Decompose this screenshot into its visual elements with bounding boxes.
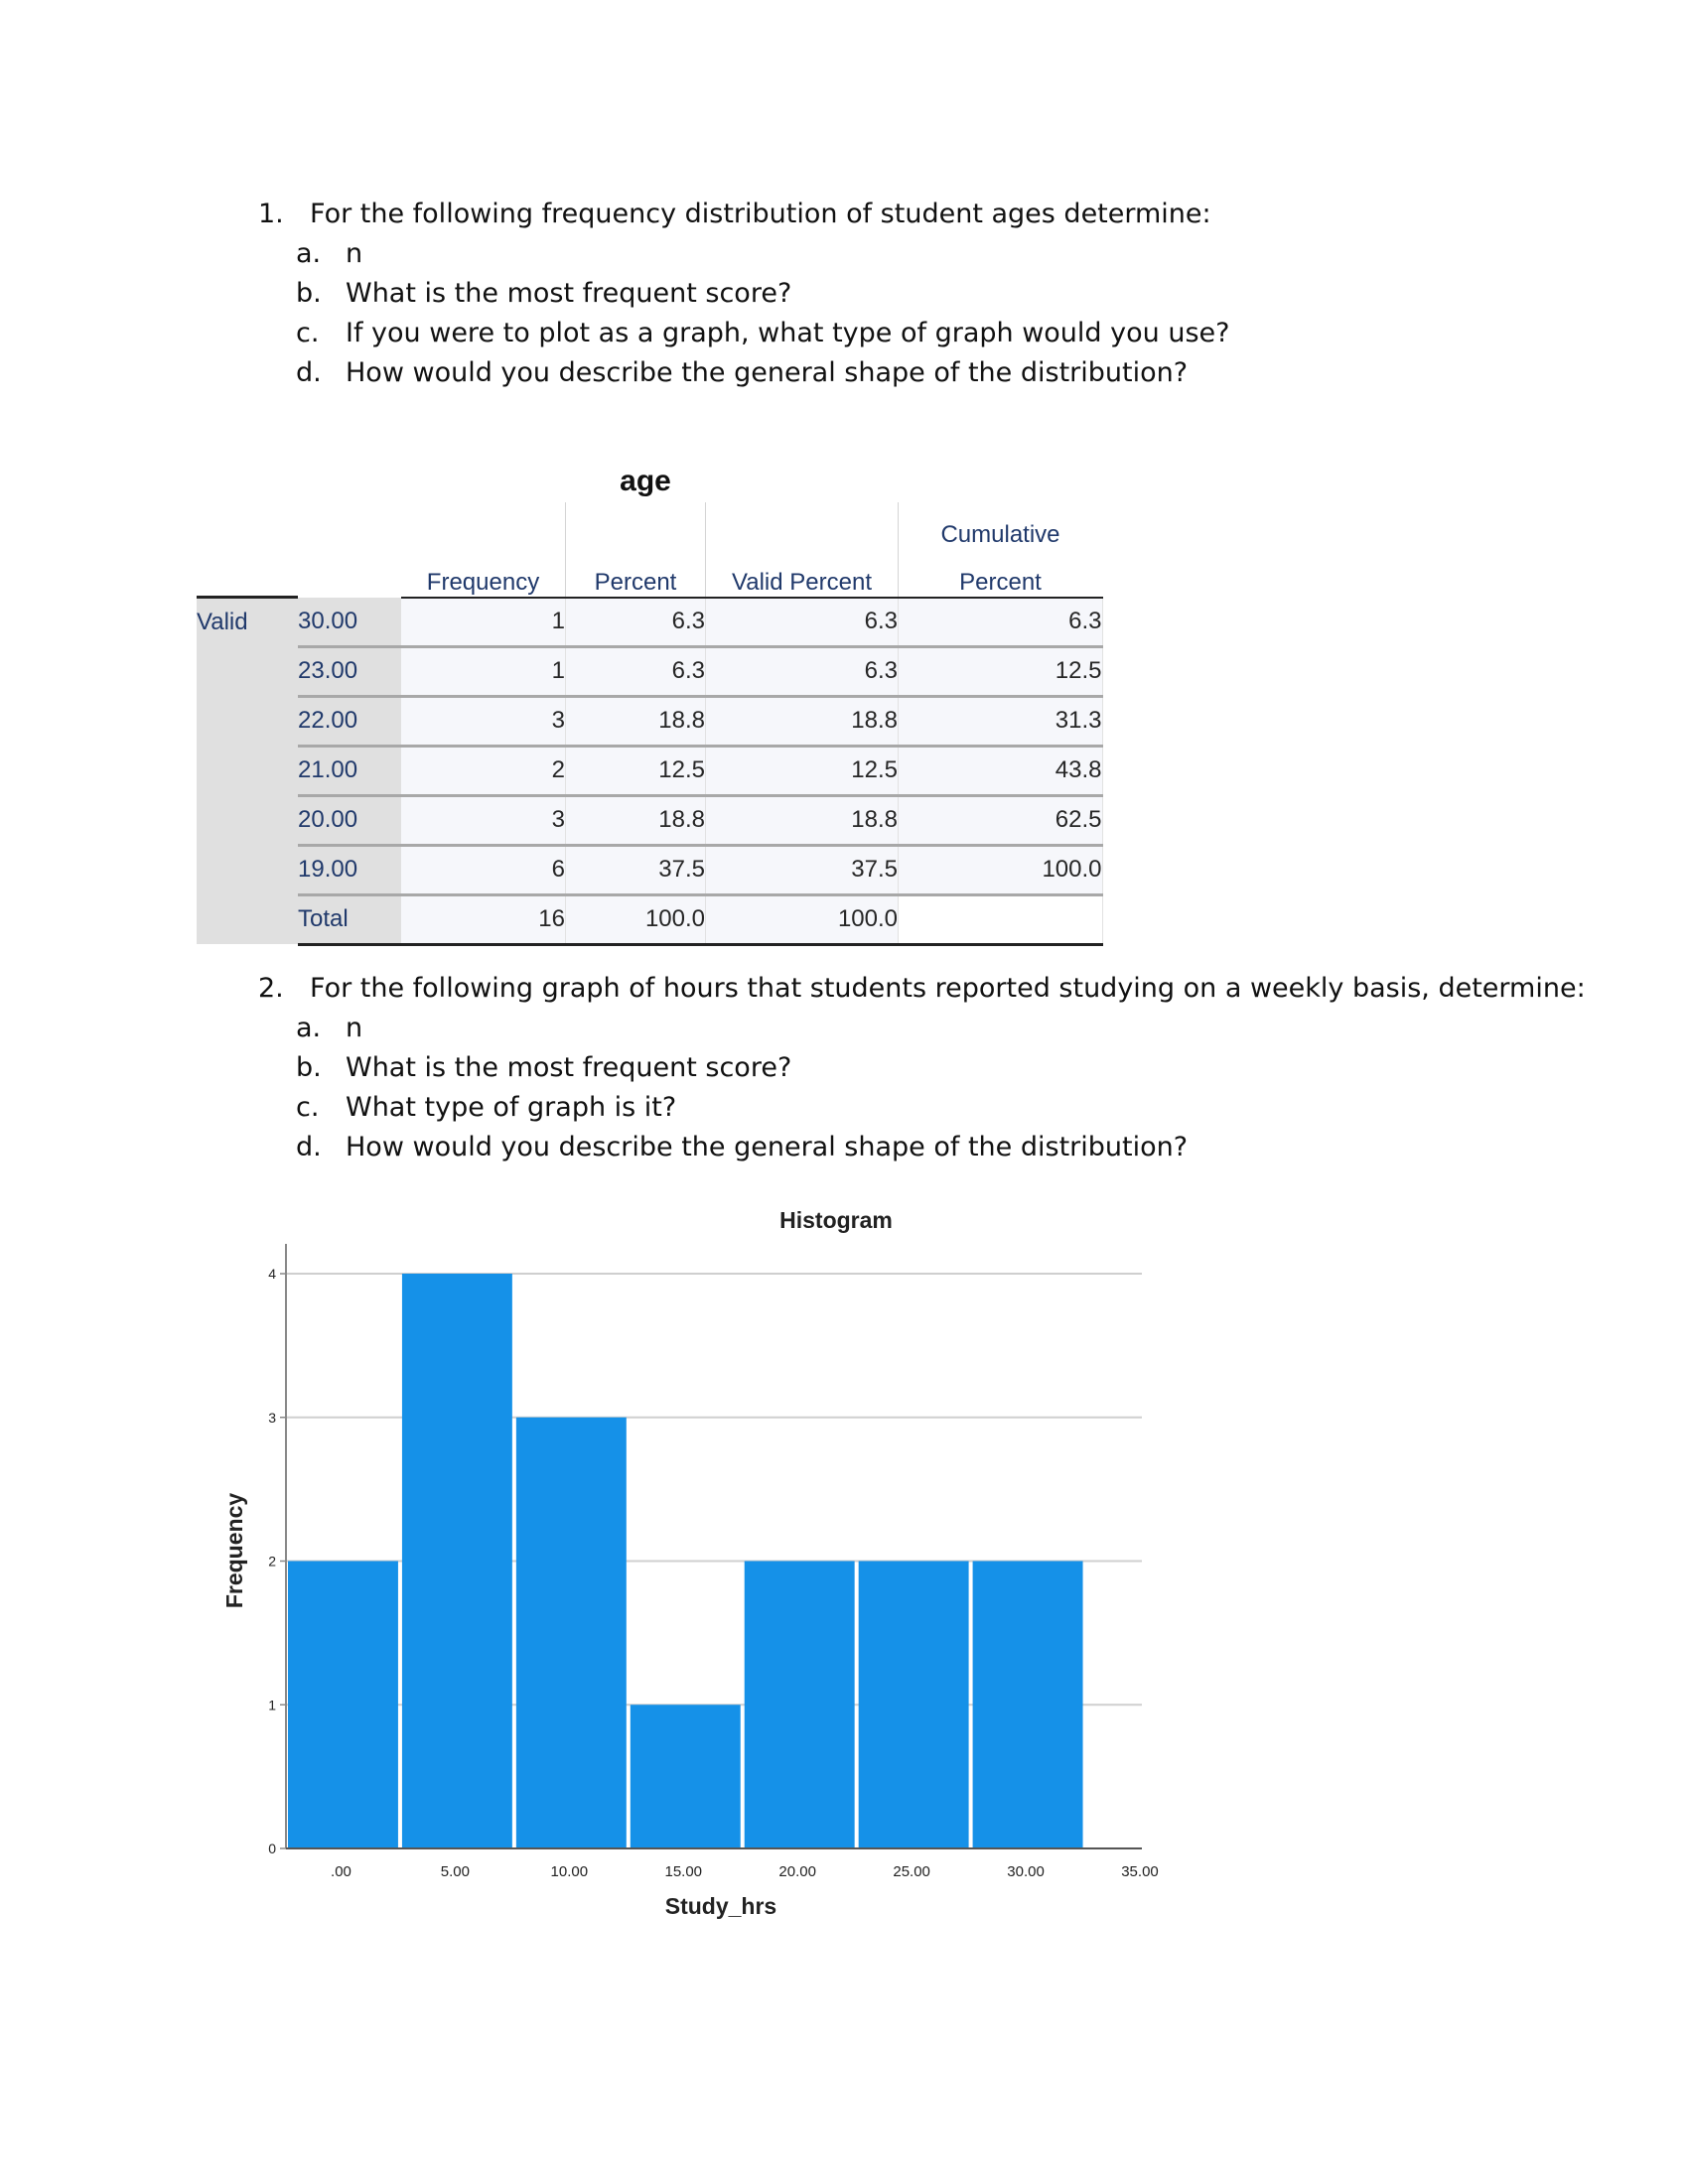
table-title: age <box>620 465 671 497</box>
cell-percent: 37.5 <box>566 845 706 894</box>
item-letter: d. <box>296 1132 322 1162</box>
x-tick-label: 25.00 <box>893 1863 930 1880</box>
y-tick-label: 1 <box>268 1697 276 1713</box>
y-tick-label: 4 <box>268 1266 276 1282</box>
chart-title: Histogram <box>779 1207 893 1233</box>
cell-frequency: 1 <box>401 598 566 647</box>
row-label: 30.00 <box>298 598 401 647</box>
y-tick-label: 0 <box>268 1841 276 1856</box>
cell-cumulative: 6.3 <box>899 598 1103 647</box>
cell-cumulative: 62.5 <box>899 795 1103 845</box>
item-letter: b. <box>296 1052 322 1083</box>
row-label: 19.00 <box>298 845 401 894</box>
header-cumulative-bottom: Percent <box>899 549 1103 598</box>
item-letter: a. <box>296 238 322 269</box>
histogram-bar <box>402 1274 512 1848</box>
y-tick-label: 2 <box>268 1553 276 1570</box>
question-number: 1. <box>258 199 284 229</box>
x-tick-label: 5.00 <box>440 1863 471 1880</box>
cell-cumulative: 31.3 <box>899 696 1103 746</box>
item-text: n <box>346 238 363 269</box>
cell-percent: 18.8 <box>566 696 706 746</box>
histogram-bar <box>745 1562 855 1849</box>
item-letter: c. <box>296 318 320 348</box>
cell-frequency: 3 <box>401 696 566 746</box>
x-tick-label: 10.00 <box>550 1863 589 1880</box>
y-axis-label: Frequency <box>221 1492 247 1609</box>
cell-percent: 6.3 <box>566 646 706 696</box>
histogram-bar <box>859 1562 969 1849</box>
cell-valid-percent: 6.3 <box>706 598 899 647</box>
cell-frequency: 6 <box>401 845 566 894</box>
histogram-bar <box>516 1418 627 1848</box>
cell-percent: 12.5 <box>566 746 706 795</box>
cell-cumulative: 100.0 <box>899 845 1103 894</box>
row-label: Total <box>298 894 401 944</box>
item-letter: a. <box>296 1013 322 1043</box>
row-label: 20.00 <box>298 795 401 845</box>
item-text: If you were to plot as a graph, what type of graph would you use? <box>346 318 1230 348</box>
question-number: 2. <box>258 973 284 1004</box>
cell-percent: 100.0 <box>566 894 706 944</box>
header-valid-percent: Valid Percent <box>706 549 899 598</box>
item-letter: d. <box>296 357 322 388</box>
cell-percent: 18.8 <box>566 795 706 845</box>
x-axis-label: Study_hrs <box>664 1893 777 1919</box>
x-tick-label: 20.00 <box>778 1863 816 1880</box>
x-tick-label: .00 <box>331 1863 352 1880</box>
row-label: 23.00 <box>298 646 401 696</box>
x-tick-label: 30.00 <box>1007 1863 1045 1880</box>
group-label: Valid <box>197 598 298 945</box>
item-letter: c. <box>296 1092 320 1123</box>
histogram-bar <box>973 1562 1083 1849</box>
cell-cumulative: 12.5 <box>899 646 1103 696</box>
question-text: For the following frequency distribution of student ages determine: <box>310 199 1211 229</box>
cell-frequency: 1 <box>401 646 566 696</box>
header-frequency: Frequency <box>401 549 566 598</box>
cell-valid-percent: 6.3 <box>706 646 899 696</box>
y-tick-label: 3 <box>268 1409 276 1426</box>
cell-cumulative: 43.8 <box>899 746 1103 795</box>
histogram-bar <box>288 1562 398 1849</box>
item-text: What is the most frequent score? <box>346 278 792 309</box>
question-text: For the following graph of hours that students reported studying on a weekly basis, determine: <box>310 973 1586 1004</box>
item-text: What is the most frequent score? <box>346 1052 792 1083</box>
cell-valid-percent: 18.8 <box>706 795 899 845</box>
cell-valid-percent: 18.8 <box>706 696 899 746</box>
x-tick-label: 15.00 <box>664 1863 703 1880</box>
cell-valid-percent: 100.0 <box>706 894 899 944</box>
item-text: How would you describe the general shape of the distribution? <box>346 1132 1189 1162</box>
row-label: 21.00 <box>298 746 401 795</box>
item-text: n <box>346 1013 363 1043</box>
x-tick-label: 35.00 <box>1121 1863 1159 1880</box>
histogram-bar <box>631 1705 741 1848</box>
header-percent: Percent <box>566 549 706 598</box>
item-text: How would you describe the general shape of the distribution? <box>346 357 1189 388</box>
cell-frequency: 3 <box>401 795 566 845</box>
row-label: 22.00 <box>298 696 401 746</box>
cell-percent: 6.3 <box>566 598 706 647</box>
cell-frequency: 2 <box>401 746 566 795</box>
cell-valid-percent: 37.5 <box>706 845 899 894</box>
header-cumulative-top: Cumulative <box>940 521 1060 548</box>
cell-frequency: 16 <box>401 894 566 944</box>
item-letter: b. <box>296 278 322 309</box>
item-text: What type of graph is it? <box>346 1092 677 1123</box>
cell-valid-percent: 12.5 <box>706 746 899 795</box>
